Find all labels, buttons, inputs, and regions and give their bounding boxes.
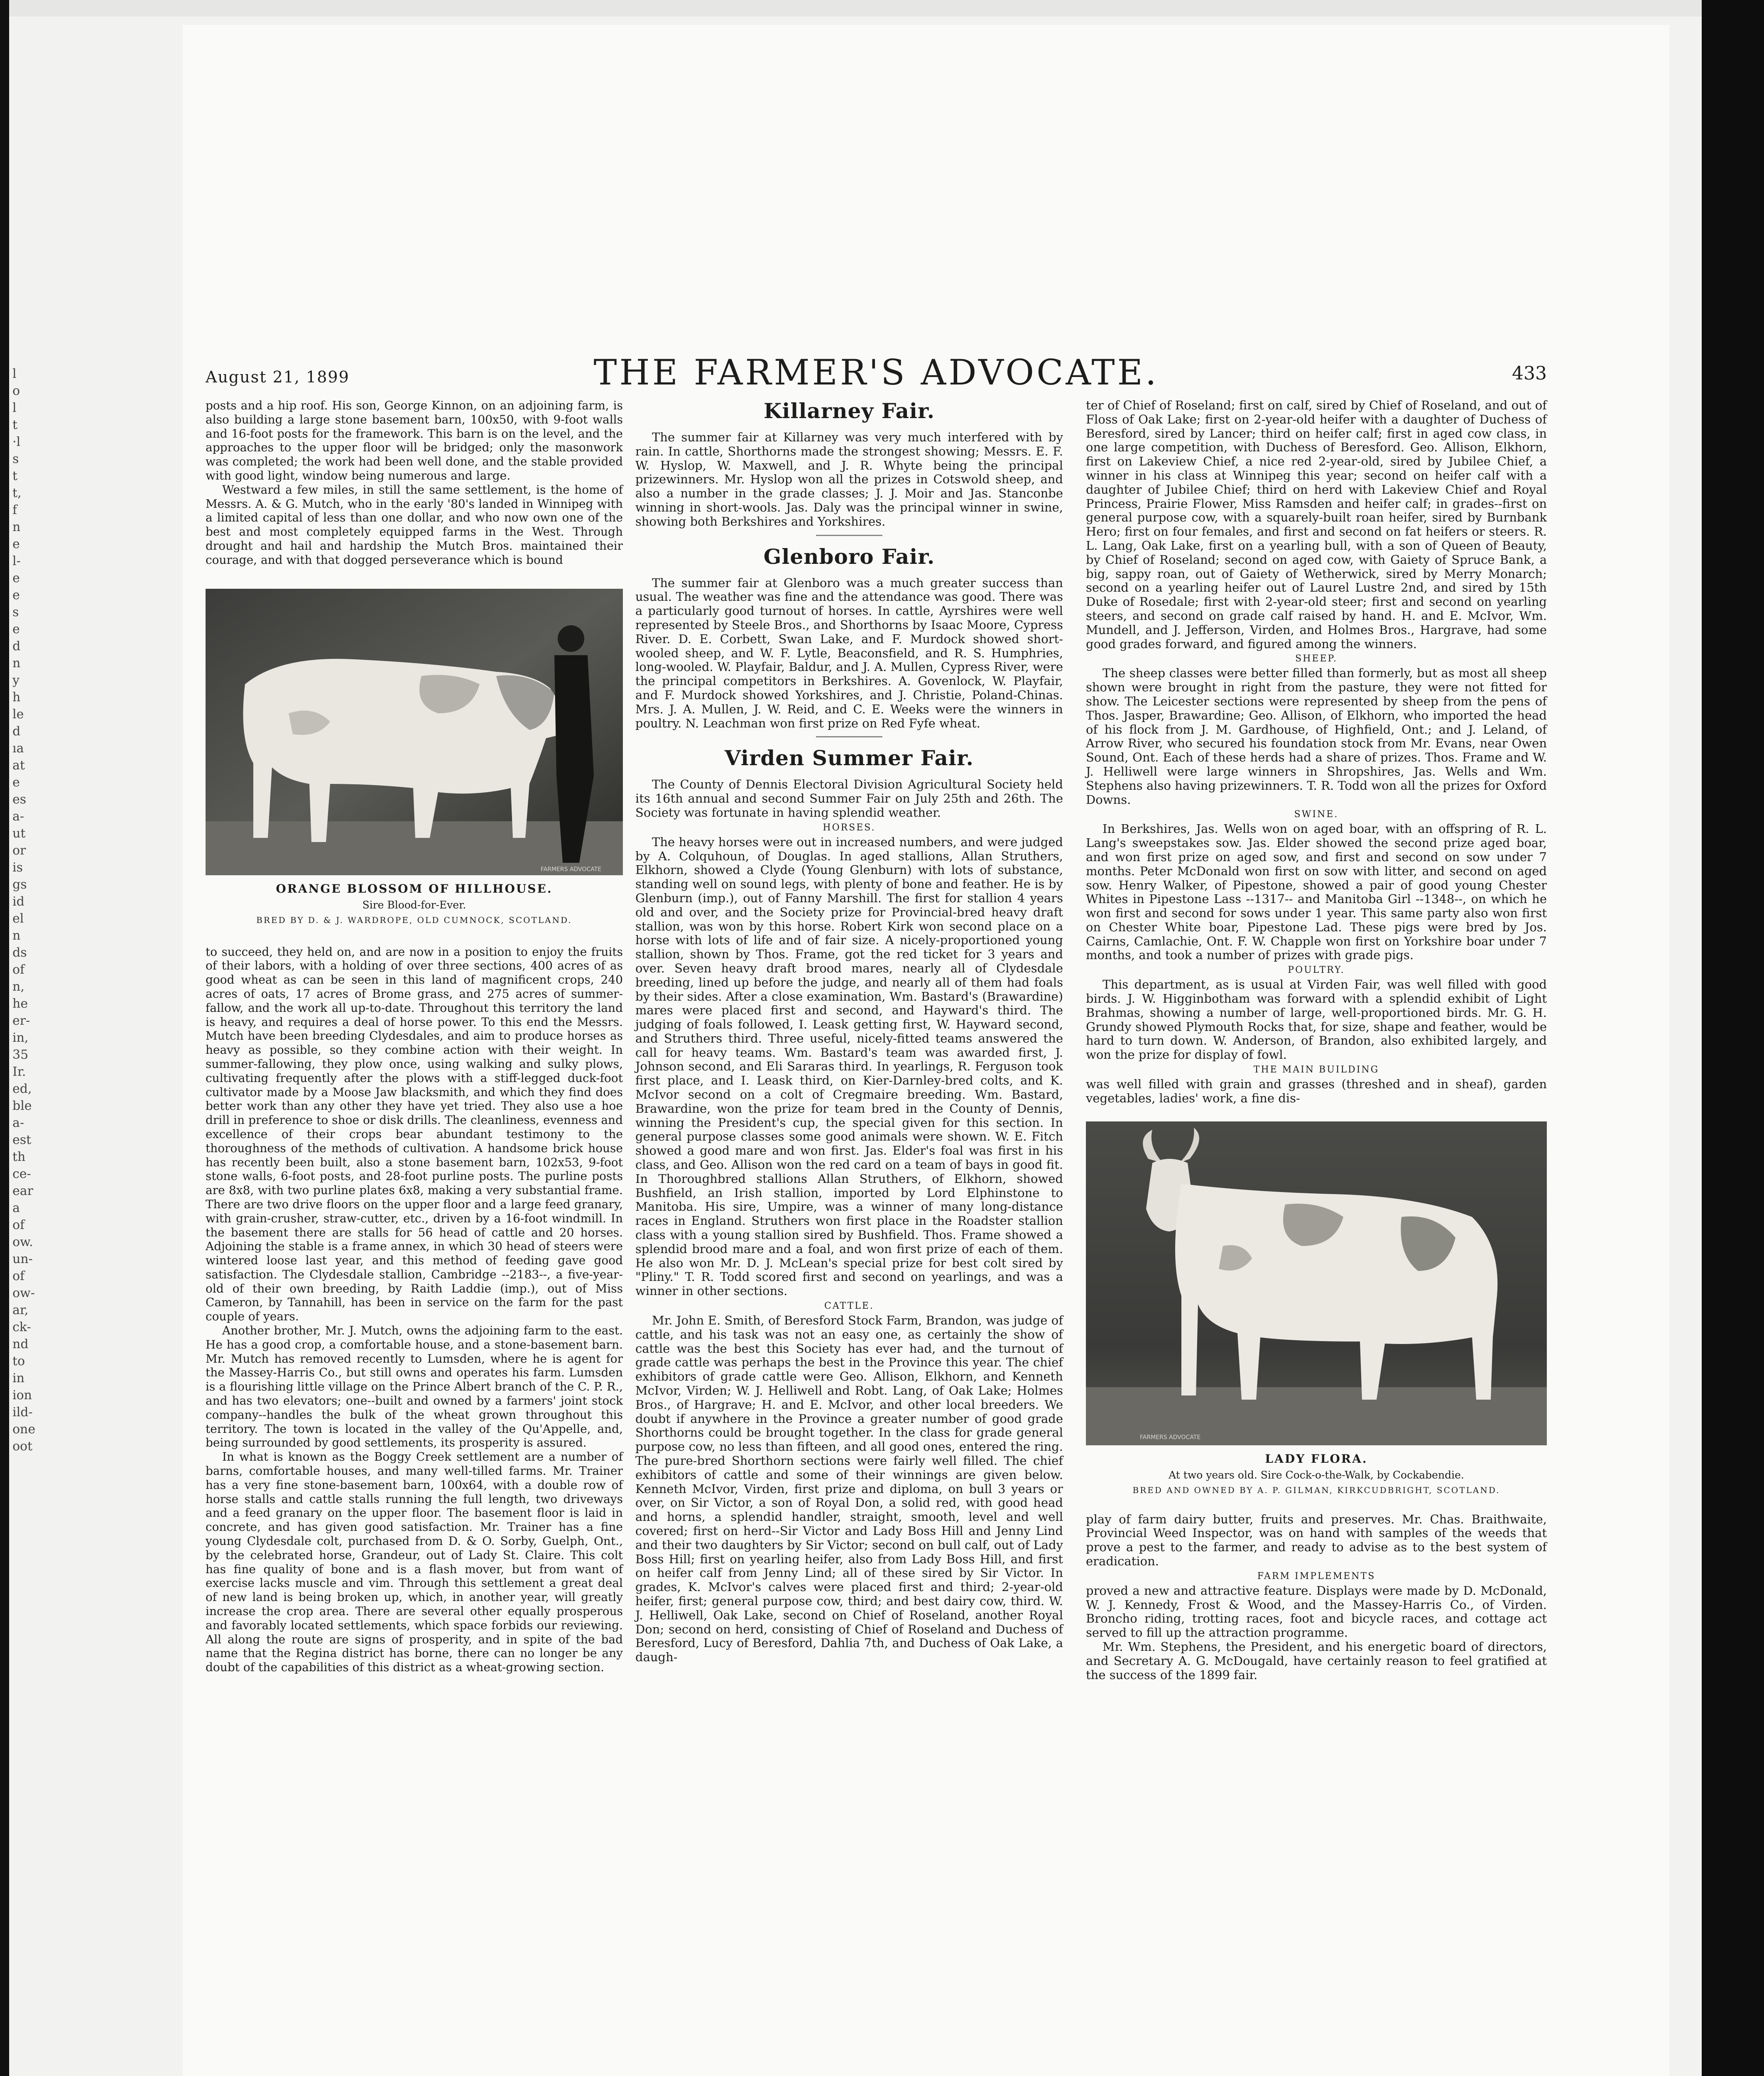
- bleed-fragment: a: [12, 1201, 20, 1215]
- bleed-fragment: h: [12, 690, 21, 705]
- bleed-fragment: ck-: [12, 1320, 31, 1334]
- bleed-fragment: ıa: [12, 741, 24, 756]
- bleed-fragment: in,: [12, 1031, 29, 1045]
- figure-caption-breeder: BRED BY D. & J. WARDROPE, OLD CUMNOCK, SCOTLAND.: [256, 915, 572, 925]
- article-heading-virden: Virden Summer Fair.: [725, 746, 974, 771]
- bleed-fragment: f: [12, 503, 17, 517]
- paragraph: The heavy horses were out in increased numbers, and were judged by A. Colquhoun, of Douglas. In aged stallions, Allan Struthers, Elkhorn, showed a Clyde (Young Glenburn) with lots of substance, standing well on sound legs, with plenty of bone and feather. He is by Glenburn (imp.), out of Fanny Marshill. The first for stallion 4 years old and over, and the Society prize for Provincial-bred heavy draft stallion, was won by this horse. Robert Kirk won second place on a horse with lots of life and of fair size. A nicely-proportioned young stallion, shown by Thos. Frame, got the red ticket for 3 years and over. Seven heavy draft brood mares, nearly all of Clydesdale breeding, lined up before the judge, and nearly all of them had foals by their sides. After a close examination, Wm. Bastard's (Brawardine) mares were placed first and second, and Hayward's third. The judging of foals followed, I. Leask getting first, W. Hayward second, and Struthers third. Three useful, nicely-fitted teams answered the call for heavy teams. Wm. Bastard's team was awarded first, J. Johnson second, and Eli Sararas third. In yearlings, R. Ferguson took first place, and I. Leask third, on Kier-Darnley-bred colts, and K. McIvor second on a colt of Cregmaire breeding. Wm. Bastard, Brawardine, won the prize for team bred in the County of Dennis, winning the President's cup, the special given for this section. In general purpose classes some good animals were shown. W. E. Fitch showed a good mare and won first. Jas. Elder's foal was first in his class, and Geo. Allison won the red card on a team of bays in good fit. In Thoroughbred stallions Allan Struthers, of Elkhorn, showed Bushfield, an Irish stallion, imported by Lord Elphinstone to Manitoba. His sire, Umpire, was a winner of many long-distance races in England. Struthers won first place in the Roadster stallion class with a young stallion sired by Bushfield. Thos. Frame showed a splendid brood mare and a foal, and won first prize of each of them. He also won Mr. D. J. McLean's special prize for best colt sired by "Pliny." T. R. Todd scored first and second on yearlings, and was a winner in other sections.: [635, 835, 1063, 1298]
- bleed-fragment: of: [12, 962, 25, 977]
- subheading-main-building: THE MAIN BUILDING: [1253, 1065, 1379, 1075]
- paragraph: This department, as is usual at Virden Fair, was well filled with good birds. J. W. Higginbotham was forward with a splendid exhibit of Light Brahmas, showing a number of large, well-proportioned birds. Mr. G. H. Grundy showed Plymouth Rocks that, for size, shape and feather, would be hard to turn down. W. Anderson, of Brandon, also exhibited largely, and won the prize for display of fowl.: [1086, 977, 1547, 1062]
- bleed-fragment: oot: [12, 1439, 33, 1454]
- column-2: [635, 399, 1063, 1665]
- bleed-fragment: d: [12, 724, 21, 739]
- bleed-fragment: at: [12, 758, 25, 773]
- bleed-fragment: to: [12, 1354, 25, 1368]
- bleed-fragment: ear: [12, 1184, 33, 1198]
- figure-lady-flora: [1086, 1121, 1547, 1495]
- bleed-fragment: is: [12, 860, 23, 875]
- bleed-fragment: s: [12, 605, 19, 619]
- bleed-fragment: gs: [12, 877, 27, 892]
- previous-page-bleed: [12, 365, 36, 1455]
- bleed-fragment: ut: [12, 826, 26, 841]
- bleed-fragment: l: [12, 367, 17, 381]
- section-rule: [816, 535, 882, 536]
- paragraph: Another brother, Mr. J. Mutch, owns the adjoining farm to the east. He has a good crop, a comfortable house, and a stone-basement barn. Mr. Mutch has removed recently to Lumsden, where he is agent for the Massey-Harris Co., but still owns and operates his farm. Lumsden is a flourishing little village on the Prince Albert branch of the C. P. R., and has two elevators; one--built and owned by a farmers' joint stock company--handles the bulk of the wheat grown throughout this territory. The town is located in the valley of the Qu'Appelle, and, being surrounded by good settlements, its prosperity is assured.: [206, 1324, 623, 1450]
- bleed-fragment: es: [12, 792, 27, 807]
- article-heading-killarney: Killarney Fair.: [763, 399, 935, 423]
- bleed-fragment: n: [12, 928, 21, 943]
- subheading-swine: SWINE.: [1294, 809, 1339, 820]
- bleed-fragment: Ir.: [12, 1065, 26, 1079]
- article-heading-glenboro: Glenboro Fair.: [763, 544, 935, 569]
- bleed-fragment: he: [12, 996, 28, 1011]
- bleed-fragment: el: [12, 911, 24, 926]
- bleed-fragment: est: [12, 1133, 32, 1147]
- subheading-sheep: SHEEP.: [1295, 654, 1338, 664]
- column-1: [206, 399, 623, 1675]
- bleed-fragment: 35: [12, 1048, 29, 1062]
- bleed-fragment: ion: [12, 1388, 32, 1403]
- photo-credit: FARMERS ADVOCATE: [540, 866, 602, 873]
- bleed-fragment: o: [12, 384, 20, 398]
- bleed-fragment: a-: [12, 809, 24, 824]
- bleed-fragment: n,: [12, 979, 24, 994]
- bleed-fragment: th: [12, 1150, 26, 1164]
- bleed-fragment: s: [12, 452, 19, 466]
- bleed-fragment: e: [12, 588, 20, 602]
- bleed-fragment: ed,: [12, 1082, 32, 1096]
- scan-border-top: [0, 0, 1764, 17]
- paragraph: ter of Chief of Roseland; first on calf, sired by Chief of Roseland, and out of Floss of Oak Lake; first on 2-year-old heifer with a daughter of Duchess of Beresford, sired by Lancer; third on heifer calf; first in aged cow class, in one large competition, with Duchess of Beresford. Geo. Allison, Elkhorn, first on Lakeview Chief, a nice red 2-year-old, sired by Jubilee Chief, a winner in his class at Winnipeg this year; second on heifer calf with a daughter of Jubilee Chief; third on herd with Lakeview Chief and Royal Princess, Prairie Flower, Miss Ramsden and heifer calf; in grades--first on general purpose cow, with a squarely-built roan heifer, sired by Burnbank Hero; first on four females, and first and second on fat heifers or steers. R. L. Lang, Oak Lake, first on a yearling bull, with a son of Queen of Beauty, by Chief of Roseland; second on aged cow, with Gaiety of Spruce Bank, a big, sappy roan, out of Gaiety of Wetherwick, sired by Merry Monarch; second on a yearling heifer out of Laurel Lustre 2nd, and sired by 15th Duke of Rosedale; first with 2-year-old steer; first and second on yearling steers, and second on grade calf raised by hand. H. and E. McIvor, Wm. Mundell, and J. Jefferson, Virden, and Holmes Bros., Hargrave, had some good grades forward, and figured among the winners.: [1086, 398, 1547, 651]
- page-header: [206, 352, 1547, 398]
- paragraph: The sheep classes were better filled than formerly, but as most all sheep shown were brought in right from the pasture, they were not fitted for show. The Leicester sections were represented by sheep from the pens of Thos. Jasper, Brawardine; Geo. Allison, of Elkhorn, who imported the head of his flock from J. M. Gardhouse, of Highfield, Ont.; and J. Leland, of Arrow River, who secured his foundation stock from Mr. Evans, near Owen Sound, Ont. Each of these herds had a share of prizes. Thos. Frame and W. J. Helliwell were large winners in Shropshires, Jas. Wells and Wm. Stephens also having prizewinners. T. R. Todd won all the prizes for Oxford Downs.: [1086, 666, 1547, 807]
- bleed-fragment: of: [12, 1269, 25, 1283]
- paragraph: Mr. John E. Smith, of Beresford Stock Farm, Brandon, was judge of cattle, and his task was not an easy one, as certainly the show of cattle was the best this Society has ever had, and the turnout of grade cattle was perhaps the best in the Province this year. The chief exhibitors of grade cattle were Geo. Allison, Elkhorn, and Kenneth McIvor, Virden; W. J. Helliwell and Robt. Lang, of Oak Lake; Holmes Bros., of Hargrave; H. and E. McIvor, and other local breeders. We doubt if anywhere in the Province a greater number of good grade Shorthorns could be brought together. In the class for grade general purpose cow, no less than fifteen, and all good ones, entered the ring. The pure-bred Shorthorn sections were fairly well filled. The chief exhibitors of cattle and some of their winnings are given below. Kenneth McIvor, Virden, first prize and diploma, on bull 3 years or over, on Sir Victor, a son of Royal Don, a solid red, with good head and horns, a splendid handler, straight, smooth, level and well covered; first on herd--Sir Victor and Lady Boss Hill and Jenny Lind and their two daughters by Sir Victor; second on bull calf, out of Lady Boss Hill; first on yearling heifer, also from Lady Boss Hill, and first on heifer calf from Jenny Lind; all of these sired by Sir Victor. In grades, K. McIvor's calves were placed first and third; 2-year-old heifer, first; general purpose cow, third; and best dairy cow, third. W. J. Helliwell, Oak Lake, second on Chief of Roseland, another Royal Don; second on herd, consisting of Chief of Roseland and Duchess of Beresford, Lucy of Beresford, Dahlia 7th, and Duchess of Oak Lake, a daugh-: [635, 1313, 1063, 1665]
- paragraph: was well filled with grain and grasses (threshed and in sheaf), garden vegetables, ladies' work, a fine dis-: [1086, 1077, 1547, 1105]
- figure-orange-blossom: [206, 589, 623, 925]
- bleed-fragment: ce-: [12, 1167, 31, 1181]
- figure-caption-sire: At two years old. Sire Cock-o-the-Walk, by Cockabendie.: [1169, 1469, 1464, 1481]
- bleed-fragment: ble: [12, 1099, 32, 1113]
- figure-caption-sire: Sire Blood-for-Ever.: [362, 898, 466, 911]
- figure-caption-breeder: BRED AND OWNED BY A. P. GILMAN, KIRKCUDBRIGHT, SCOTLAND.: [1132, 1485, 1500, 1495]
- bleed-fragment: one: [12, 1422, 36, 1437]
- subheading-farm-implements: FARM IMPLEMENTS: [1257, 1571, 1376, 1581]
- bleed-fragment: ow.: [12, 1235, 33, 1249]
- paragraph: posts and a hip roof. His son, George Kinnon, on an adjoining farm, is also building a large stone basement barn, 100x50, with 9-foot walls and 16-foot posts for the framework. This barn is on the level, and the approaches to the upper floor will be bridged; only the masonwork was completed; the work had been well done, and the stable provided with good light, window being numerous and large.: [206, 399, 623, 482]
- bleed-fragment: er-: [12, 1014, 30, 1028]
- bleed-fragment: t: [12, 469, 18, 483]
- photo-credit: FARMERS ADVOCATE: [1140, 1434, 1201, 1441]
- paragraph: The summer fair at Killarney was very much interfered with by rain. In cattle, Shorthorns made the strongest showing; Messrs. E. F. W. Hyslop, W. Maxwell, and J. R. Whyte being the principal prizewinners. Mr. Hyslop won all the prizes in Cotswold sheep, and also a number in the grade classes; J. J. Moir and Jas. Stanconbe winning in short-wools. Jas. Daly was the principal winner in swine, showing both Berkshires and Yorkshires.: [635, 430, 1063, 529]
- section-rule: [816, 736, 882, 737]
- scan-border-right: [1702, 0, 1764, 2076]
- paragraph: play of farm dairy butter, fruits and preserves. Mr. Chas. Braithwaite, Provincial Weed Inspector, was on hand with samples of the weeds that prove a pest to the farmer, and ready to advise as to the best system of eradication.: [1086, 1512, 1547, 1569]
- bleed-fragment: of: [12, 1218, 25, 1232]
- subheading-horses: HORSES.: [823, 822, 876, 833]
- masthead-title: THE FARMER'S ADVOCATE.: [593, 352, 1159, 393]
- bleed-fragment: nd: [12, 1337, 29, 1351]
- bleed-fragment: ds: [12, 945, 27, 960]
- bleed-fragment: e: [12, 571, 20, 585]
- bleed-fragment: l: [12, 401, 17, 415]
- bleed-fragment: ar,: [12, 1303, 29, 1317]
- paragraph: proved a new and attractive feature. Displays were made by D. McDonald, W. J. Kennedy, Frost & Wood, and the Massey-Harris Co., of Virden. Broncho riding, trotting races, foot and bicycle races, and cottage act served to fill up the attraction programme.: [1086, 1583, 1547, 1640]
- paragraph: Westward a few miles, in still the same settlement, is the home of Messrs. A. & G. Mutch, who in the early '80's landed in Winnipeg with a limited capital of less than one dollar, and who now own one of the best and most completely equipped farms in the West. Through drought and hail and hardship the Mutch Bros. maintained their courage, and with that dogged perseverance which is bound: [206, 482, 623, 567]
- bleed-fragment: ·l: [12, 435, 21, 449]
- scan-border-left: [0, 0, 9, 2076]
- bleed-fragment: e: [12, 537, 20, 551]
- subheading-cattle: CATTLE.: [824, 1301, 874, 1312]
- bleed-fragment: l-: [12, 554, 21, 568]
- bleed-fragment: t,: [12, 486, 22, 500]
- bleed-fragment: a-: [12, 1116, 24, 1130]
- paragraph: The summer fair at Glenboro was a much greater success than usual. The weather was fine and the attendance was good. There was a particularly good turnout of horses. In cattle, Ayrshires were well represented by Steele Bros., and Shorthorns by Isaac Moore, Cypress River. D. E. Corbett, Swan Lake, and F. Murdock showed short-wooled sheep, and W. F. Lytle, Beaconsfield, and R. S. Humphries, long-wooled. W. Playfair, Baldur, and J. A. Mullen, Cypress River, were the principal competitors in Berkshires. A. Govenlock, W. Playfair, and F. Murdock showed Yorkshires, and J. Christie, Poland-Chinas. Mrs. J. A. Mullen, J. W. Reid, and C. E. Weeks were the winners in poultry. N. Leachman won first prize on Red Fyfe wheat.: [635, 575, 1063, 730]
- column-3: [1086, 399, 1547, 1682]
- issue-date: August 21, 1899: [206, 368, 350, 386]
- page-number: 433: [1512, 363, 1547, 384]
- photo-bull: [1086, 1121, 1547, 1445]
- photo-cow-and-handler: [206, 589, 623, 875]
- bleed-fragment: e: [12, 775, 20, 790]
- bleed-fragment: ild-: [12, 1405, 33, 1420]
- bleed-fragment: n: [12, 656, 21, 671]
- bleed-fragment: in: [12, 1371, 24, 1386]
- bleed-fragment: or: [12, 843, 26, 858]
- paragraph: The County of Dennis Electoral Division Agricultural Society held its 16th annual and second Summer Fair on July 25th and 26th. The Society was fortunate in having splendid weather.: [635, 777, 1063, 820]
- paragraph: Mr. Wm. Stephens, the President, and his energetic board of directors, and Secretary A. G. McDougald, have certainly reason to feel gratified at the success of the 1899 fair.: [1086, 1640, 1547, 1682]
- bleed-fragment: t: [12, 418, 18, 432]
- bleed-fragment: id: [12, 894, 24, 909]
- bleed-fragment: le: [12, 707, 24, 722]
- bleed-fragment: ow-: [12, 1286, 35, 1300]
- figure-caption-title: ORANGE BLOSSOM OF HILLHOUSE.: [276, 881, 553, 896]
- paragraph: In what is known as the Boggy Creek settlement are a number of barns, comfortable houses, and many well-tilled farms. Mr. Trainer has a very fine stone-basement barn, 100x64, with a double row of horse stalls and cattle stalls running the full length, two driveways and a feed granary on the upper floor. The basement floor is laid in concrete, and has given good satisfaction. Mr. Trainer has a fine young Clydesdale colt, purchased from D. & O. Sorby, Guelph, Ont., by the celebrated horse, Grandeur, out of Lady St. Claire. This colt has fine quality of bone and is a flash mover, but from want of exercise lacks muscle and vim. Through this settlement a great deal of new land is being broken up, which, in another year, will greatly increase the crop area. There are several other equally prosperous and favorably located settlements, which space forbids our reviewing. All along the route are signs of prosperity, and in spite of the bad name that the Regina district has borne, there can no longer be any doubt of the capabilities of this district as a wheat-growing section.: [206, 1450, 623, 1675]
- bleed-fragment: n: [12, 520, 21, 534]
- subheading-poultry: POULTRY.: [1288, 965, 1345, 976]
- paragraph: to succeed, they held on, and are now in a position to enjoy the fruits of their labors, with a holding of over three sections, 400 acres of as good wheat as can be seen in this land of magnificent crops, 240 acres of oats, 17 acres of Brome grass, and 275 acres of summer-fallow, and the work all up-to-date. Throughout this territory the land is heavy, and requires a deal of horse power. To this end the Messrs. Mutch have been breeding Clydesdales, and aim to produce horses as heavy as possible, so they combine action with their weight. In summer-fallowing, they plow once, using walking and sulky plows, cultivating frequently after the plows with a stiff-legged duck-foot cultivator made by a Moose Jaw blacksmith, and which they find does better work than any other they have yet tried. They also use a hoe drill in preference to shoe or disk drills. The cleanliness, evenness and excellence of their crops bear abundant testimony to the thoroughness of the methods of cultivation. A handsome brick house has recently been built, also a stone basement barn, 102x53, 9-foot stone walls, 6-foot posts, and 28-foot purline posts. The purline posts are 8x8, with two purline plates 6x8, making a very substantial frame. There are two drive floors on the upper floor and a large feed granary, with grain-crusher, straw-cutter, etc., driven by a 16-foot windmill. In the basement there are stalls for 56 head of cattle and 20 horses. Adjoining the stable is a frame annex, in which 30 head of steers were wintered loose last year, and this method of feeding gave good satisfaction. The Clydesdale stallion, Cambridge --2183--, a five-year-old of their own breeding, by Raith Laddie (imp.), out of Miss Cameron, by Tannahill, has been in service on the farm for the past couple of years.: [206, 945, 623, 1324]
- paragraph: In Berkshires, Jas. Wells won on aged boar, with an offspring of R. L. Lang's sweepstakes sow. Jas. Elder showed the second prize aged boar, and won first prize on aged sow, and first and second on sow under 7 months. Peter McDonald won first on sow with litter, and second on aged sow. Henry Walker, of Pipestone, showed a pair of good young Chester Whites in Pipestone Lass --1317-- and Manitoba Girl --1348--, on which he won first and second for sows under 1 year. This same party also won first on Chester White boar, Pipestone Lad. These pigs were bred by Jos. Cairns, Camlachie, Ont. F. W. Chapple won first on Yorkshire boar under 7 months, and took a number of prizes with grade pigs.: [1086, 822, 1547, 962]
- bleed-fragment: un-: [12, 1252, 33, 1266]
- figure-caption-title: LADY FLORA.: [1265, 1452, 1368, 1466]
- bleed-fragment: e: [12, 622, 20, 637]
- bleed-fragment: d: [12, 639, 21, 654]
- bleed-fragment: y: [12, 673, 20, 688]
